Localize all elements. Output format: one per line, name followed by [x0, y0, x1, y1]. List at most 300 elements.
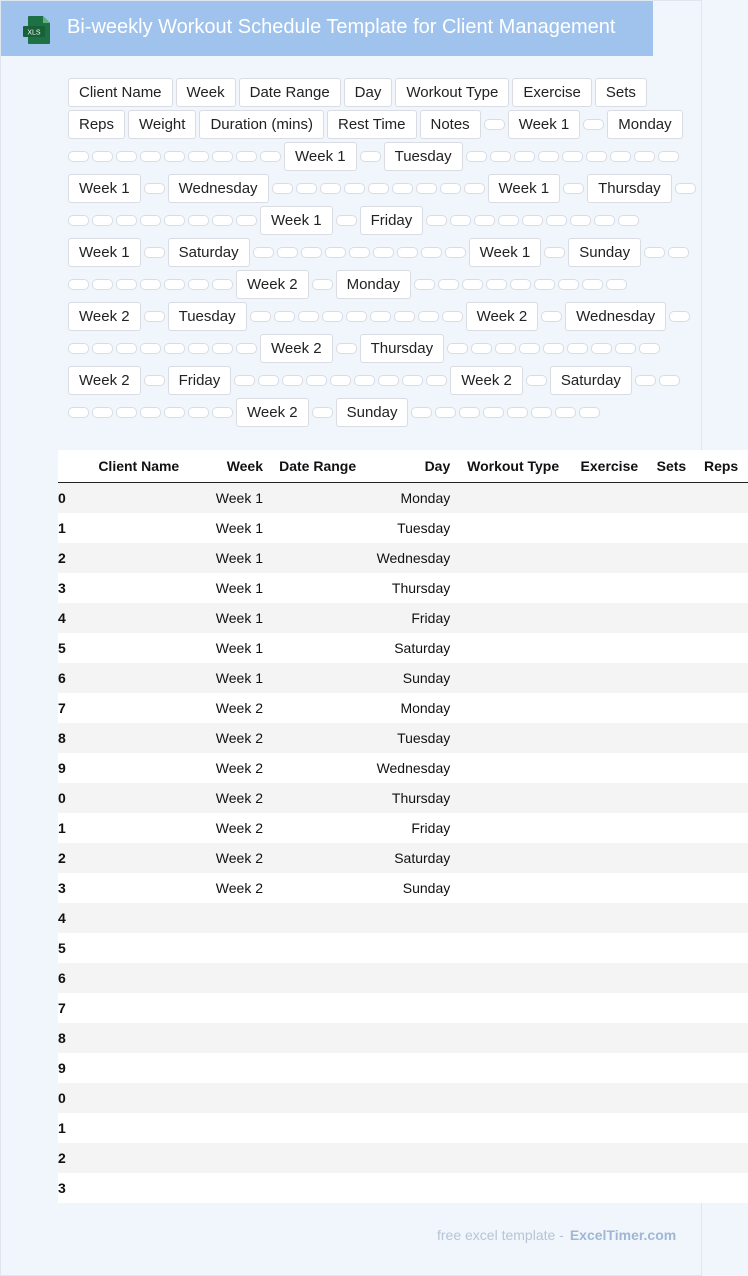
week-cell[interactable]	[185, 1023, 269, 1053]
column-header-reps[interactable]: Reps	[694, 450, 748, 483]
sets-cell[interactable]	[649, 873, 695, 903]
field-pill[interactable]: Week 1	[68, 238, 141, 267]
client-name-cell[interactable]	[75, 1173, 186, 1203]
workout-type-cell[interactable]	[456, 1023, 570, 1053]
week-cell[interactable]: Week 1	[185, 663, 269, 693]
empty-field-pill[interactable]	[498, 215, 519, 226]
empty-field-pill[interactable]	[306, 375, 327, 386]
empty-field-pill[interactable]	[594, 215, 615, 226]
day-cell[interactable]	[366, 1023, 456, 1053]
client-name-cell[interactable]	[75, 783, 186, 813]
week-cell[interactable]: Week 1	[185, 513, 269, 543]
empty-field-pill[interactable]	[582, 279, 603, 290]
sets-cell[interactable]	[649, 1023, 695, 1053]
date-range-cell[interactable]	[269, 963, 366, 993]
empty-field-pill[interactable]	[188, 279, 209, 290]
field-pill[interactable]: Week 1	[68, 174, 141, 203]
exercise-cell[interactable]	[570, 1143, 649, 1173]
exercise-cell[interactable]	[570, 813, 649, 843]
empty-field-pill[interactable]	[426, 375, 447, 386]
day-cell[interactable]: Wednesday	[366, 543, 456, 573]
empty-field-pill[interactable]	[474, 215, 495, 226]
exercise-cell[interactable]	[570, 573, 649, 603]
empty-field-pill[interactable]	[116, 151, 137, 162]
empty-field-pill[interactable]	[562, 151, 583, 162]
empty-field-pill[interactable]	[320, 183, 341, 194]
week-cell[interactable]: Week 2	[185, 843, 269, 873]
week-cell[interactable]: Week 1	[185, 483, 269, 514]
empty-field-pill[interactable]	[402, 375, 423, 386]
day-cell[interactable]: Sunday	[366, 873, 456, 903]
column-header-week[interactable]: Week	[185, 450, 269, 483]
field-pill[interactable]: Client Name	[68, 78, 173, 107]
reps-cell[interactable]	[694, 843, 748, 873]
empty-field-pill[interactable]	[634, 151, 655, 162]
empty-field-pill[interactable]	[236, 151, 257, 162]
empty-field-pill[interactable]	[610, 151, 631, 162]
date-range-cell[interactable]	[269, 1053, 366, 1083]
reps-cell[interactable]	[694, 543, 748, 573]
date-range-cell[interactable]	[269, 813, 366, 843]
client-name-cell[interactable]	[75, 543, 186, 573]
empty-field-pill[interactable]	[212, 407, 233, 418]
empty-field-pill[interactable]	[322, 311, 343, 322]
empty-field-pill[interactable]	[116, 343, 137, 354]
field-pill[interactable]: Thursday	[587, 174, 672, 203]
empty-field-pill[interactable]	[668, 247, 689, 258]
empty-field-pill[interactable]	[301, 247, 322, 258]
empty-field-pill[interactable]	[92, 343, 113, 354]
day-cell[interactable]: Saturday	[366, 843, 456, 873]
column-header-client-name[interactable]: Client Name	[75, 450, 186, 483]
empty-field-pill[interactable]	[164, 279, 185, 290]
empty-field-pill[interactable]	[644, 247, 665, 258]
exercise-cell[interactable]	[570, 1053, 649, 1083]
empty-field-pill[interactable]	[392, 183, 413, 194]
empty-field-pill[interactable]	[188, 151, 209, 162]
date-range-cell[interactable]	[269, 543, 366, 573]
empty-field-pill[interactable]	[459, 407, 480, 418]
exercise-cell[interactable]	[570, 1083, 649, 1113]
empty-field-pill[interactable]	[140, 151, 161, 162]
client-name-cell[interactable]	[75, 903, 186, 933]
field-pill[interactable]: Week 1	[469, 238, 542, 267]
day-cell[interactable]: Saturday	[366, 633, 456, 663]
workout-type-cell[interactable]	[456, 783, 570, 813]
empty-field-pill[interactable]	[212, 343, 233, 354]
reps-cell[interactable]	[694, 693, 748, 723]
sets-cell[interactable]	[649, 1083, 695, 1113]
field-pill[interactable]: Workout Type	[395, 78, 509, 107]
column-header-sets[interactable]: Sets	[649, 450, 695, 483]
empty-field-pill[interactable]	[336, 215, 357, 226]
empty-field-pill[interactable]	[522, 215, 543, 226]
week-cell[interactable]: Week 1	[185, 573, 269, 603]
exercise-cell[interactable]	[570, 1113, 649, 1143]
week-cell[interactable]: Week 1	[185, 633, 269, 663]
empty-field-pill[interactable]	[164, 151, 185, 162]
field-pill[interactable]: Week	[176, 78, 236, 107]
sets-cell[interactable]	[649, 573, 695, 603]
field-pill[interactable]: Friday	[168, 366, 232, 395]
empty-field-pill[interactable]	[116, 407, 137, 418]
day-cell[interactable]: Monday	[366, 693, 456, 723]
client-name-cell[interactable]	[75, 1143, 186, 1173]
client-name-cell[interactable]	[75, 993, 186, 1023]
field-pill[interactable]: Sunday	[568, 238, 641, 267]
empty-field-pill[interactable]	[442, 311, 463, 322]
field-pill[interactable]: Saturday	[168, 238, 250, 267]
empty-field-pill[interactable]	[277, 247, 298, 258]
field-pill[interactable]: Week 2	[68, 366, 141, 395]
date-range-cell[interactable]	[269, 483, 366, 514]
reps-cell[interactable]	[694, 933, 748, 963]
sets-cell[interactable]	[649, 783, 695, 813]
date-range-cell[interactable]	[269, 873, 366, 903]
empty-field-pill[interactable]	[164, 407, 185, 418]
workout-type-cell[interactable]	[456, 1143, 570, 1173]
workout-type-cell[interactable]	[456, 1083, 570, 1113]
empty-field-pill[interactable]	[519, 343, 540, 354]
sets-cell[interactable]	[649, 693, 695, 723]
workout-type-cell[interactable]	[456, 873, 570, 903]
workout-type-cell[interactable]	[456, 1053, 570, 1083]
reps-cell[interactable]	[694, 573, 748, 603]
day-cell[interactable]	[366, 993, 456, 1023]
week-cell[interactable]	[185, 1083, 269, 1113]
empty-field-pill[interactable]	[92, 407, 113, 418]
date-range-cell[interactable]	[269, 633, 366, 663]
empty-field-pill[interactable]	[368, 183, 389, 194]
exercise-cell[interactable]	[570, 513, 649, 543]
empty-field-pill[interactable]	[411, 407, 432, 418]
field-pill[interactable]: Day	[344, 78, 393, 107]
empty-field-pill[interactable]	[312, 279, 333, 290]
client-name-cell[interactable]	[75, 1023, 186, 1053]
empty-field-pill[interactable]	[421, 247, 442, 258]
client-name-cell[interactable]	[75, 603, 186, 633]
field-pill[interactable]: Duration (mins)	[199, 110, 324, 139]
week-cell[interactable]: Week 1	[185, 543, 269, 573]
sets-cell[interactable]	[649, 1113, 695, 1143]
empty-field-pill[interactable]	[92, 279, 113, 290]
empty-field-pill[interactable]	[68, 407, 89, 418]
column-header-date-range[interactable]: Date Range	[269, 450, 366, 483]
empty-field-pill[interactable]	[253, 247, 274, 258]
field-pill[interactable]: Week 1	[284, 142, 357, 171]
empty-field-pill[interactable]	[464, 183, 485, 194]
workout-type-cell[interactable]	[456, 663, 570, 693]
exercise-cell[interactable]	[570, 963, 649, 993]
day-cell[interactable]: Wednesday	[366, 753, 456, 783]
empty-field-pill[interactable]	[414, 279, 435, 290]
reps-cell[interactable]	[694, 783, 748, 813]
workout-type-cell[interactable]	[456, 753, 570, 783]
empty-field-pill[interactable]	[450, 215, 471, 226]
field-pill[interactable]: Monday	[607, 110, 682, 139]
field-pill[interactable]: Week 1	[508, 110, 581, 139]
week-cell[interactable]: Week 2	[185, 873, 269, 903]
empty-field-pill[interactable]	[68, 279, 89, 290]
empty-field-pill[interactable]	[144, 183, 165, 194]
empty-field-pill[interactable]	[538, 151, 559, 162]
field-pill[interactable]: Weight	[128, 110, 196, 139]
day-cell[interactable]: Monday	[366, 483, 456, 514]
week-cell[interactable]	[185, 993, 269, 1023]
field-pill[interactable]: Week 2	[236, 270, 309, 299]
sets-cell[interactable]	[649, 633, 695, 663]
week-cell[interactable]: Week 2	[185, 813, 269, 843]
empty-field-pill[interactable]	[92, 215, 113, 226]
empty-field-pill[interactable]	[440, 183, 461, 194]
empty-field-pill[interactable]	[583, 119, 604, 130]
day-cell[interactable]: Thursday	[366, 573, 456, 603]
reps-cell[interactable]	[694, 723, 748, 753]
column-header-exercise[interactable]: Exercise	[570, 450, 649, 483]
empty-field-pill[interactable]	[483, 407, 504, 418]
empty-field-pill[interactable]	[188, 407, 209, 418]
workout-type-cell[interactable]	[456, 813, 570, 843]
sets-cell[interactable]	[649, 1053, 695, 1083]
field-pill[interactable]: Rest Time	[327, 110, 417, 139]
client-name-cell[interactable]	[75, 873, 186, 903]
week-cell[interactable]	[185, 963, 269, 993]
empty-field-pill[interactable]	[397, 247, 418, 258]
reps-cell[interactable]	[694, 993, 748, 1023]
workout-type-cell[interactable]	[456, 633, 570, 663]
sets-cell[interactable]	[649, 903, 695, 933]
date-range-cell[interactable]	[269, 723, 366, 753]
reps-cell[interactable]	[694, 813, 748, 843]
exercise-cell[interactable]	[570, 843, 649, 873]
field-pill[interactable]: Wednesday	[168, 174, 269, 203]
empty-field-pill[interactable]	[394, 311, 415, 322]
empty-field-pill[interactable]	[164, 343, 185, 354]
week-cell[interactable]	[185, 903, 269, 933]
empty-field-pill[interactable]	[272, 183, 293, 194]
empty-field-pill[interactable]	[514, 151, 535, 162]
day-cell[interactable]	[366, 1083, 456, 1113]
sets-cell[interactable]	[649, 603, 695, 633]
empty-field-pill[interactable]	[534, 279, 555, 290]
date-range-cell[interactable]	[269, 663, 366, 693]
empty-field-pill[interactable]	[586, 151, 607, 162]
empty-field-pill[interactable]	[212, 279, 233, 290]
day-cell[interactable]: Sunday	[366, 663, 456, 693]
exercise-cell[interactable]	[570, 543, 649, 573]
date-range-cell[interactable]	[269, 1083, 366, 1113]
field-pill[interactable]: Thursday	[360, 334, 445, 363]
empty-field-pill[interactable]	[325, 247, 346, 258]
sets-cell[interactable]	[649, 483, 695, 514]
empty-field-pill[interactable]	[639, 343, 660, 354]
exercise-cell[interactable]	[570, 633, 649, 663]
empty-field-pill[interactable]	[510, 279, 531, 290]
sets-cell[interactable]	[649, 543, 695, 573]
reps-cell[interactable]	[694, 753, 748, 783]
week-cell[interactable]	[185, 1053, 269, 1083]
field-pill[interactable]: Week 2	[68, 302, 141, 331]
column-header-workout-type[interactable]: Workout Type	[456, 450, 570, 483]
date-range-cell[interactable]	[269, 843, 366, 873]
empty-field-pill[interactable]	[188, 215, 209, 226]
reps-cell[interactable]	[694, 633, 748, 663]
field-pill[interactable]: Tuesday	[168, 302, 247, 331]
exercise-cell[interactable]	[570, 693, 649, 723]
empty-field-pill[interactable]	[188, 343, 209, 354]
reps-cell[interactable]	[694, 483, 748, 514]
empty-field-pill[interactable]	[330, 375, 351, 386]
workout-type-cell[interactable]	[456, 843, 570, 873]
empty-field-pill[interactable]	[140, 279, 161, 290]
empty-field-pill[interactable]	[116, 279, 137, 290]
empty-field-pill[interactable]	[466, 151, 487, 162]
workout-type-cell[interactable]	[456, 933, 570, 963]
sets-cell[interactable]	[649, 963, 695, 993]
client-name-cell[interactable]	[75, 1113, 186, 1143]
client-name-cell[interactable]	[75, 483, 186, 514]
empty-field-pill[interactable]	[236, 215, 257, 226]
reps-cell[interactable]	[694, 1023, 748, 1053]
empty-field-pill[interactable]	[484, 119, 505, 130]
empty-field-pill[interactable]	[526, 375, 547, 386]
client-name-cell[interactable]	[75, 633, 186, 663]
empty-field-pill[interactable]	[312, 407, 333, 418]
reps-cell[interactable]	[694, 1143, 748, 1173]
empty-field-pill[interactable]	[546, 215, 567, 226]
empty-field-pill[interactable]	[558, 279, 579, 290]
date-range-cell[interactable]	[269, 1173, 366, 1203]
day-cell[interactable]	[366, 1143, 456, 1173]
day-cell[interactable]	[366, 903, 456, 933]
client-name-cell[interactable]	[75, 843, 186, 873]
field-pill[interactable]: Week 1	[488, 174, 561, 203]
reps-cell[interactable]	[694, 513, 748, 543]
empty-field-pill[interactable]	[618, 215, 639, 226]
empty-field-pill[interactable]	[236, 343, 257, 354]
workout-type-cell[interactable]	[456, 993, 570, 1023]
client-name-cell[interactable]	[75, 663, 186, 693]
empty-field-pill[interactable]	[579, 407, 600, 418]
field-pill[interactable]: Date Range	[239, 78, 341, 107]
empty-field-pill[interactable]	[418, 311, 439, 322]
empty-field-pill[interactable]	[68, 343, 89, 354]
day-cell[interactable]	[366, 963, 456, 993]
empty-field-pill[interactable]	[274, 311, 295, 322]
exercise-cell[interactable]	[570, 1023, 649, 1053]
week-cell[interactable]: Week 2	[185, 693, 269, 723]
footer-brand-link[interactable]: ExcelTimer.com	[569, 1227, 677, 1243]
empty-field-pill[interactable]	[669, 311, 690, 322]
date-range-cell[interactable]	[269, 1143, 366, 1173]
empty-field-pill[interactable]	[258, 375, 279, 386]
empty-field-pill[interactable]	[438, 279, 459, 290]
workout-type-cell[interactable]	[456, 543, 570, 573]
empty-field-pill[interactable]	[591, 343, 612, 354]
workout-type-cell[interactable]	[456, 693, 570, 723]
sets-cell[interactable]	[649, 753, 695, 783]
reps-cell[interactable]	[694, 963, 748, 993]
week-cell[interactable]	[185, 1113, 269, 1143]
empty-field-pill[interactable]	[490, 151, 511, 162]
empty-field-pill[interactable]	[486, 279, 507, 290]
exercise-cell[interactable]	[570, 663, 649, 693]
week-cell[interactable]: Week 1	[185, 603, 269, 633]
client-name-cell[interactable]	[75, 963, 186, 993]
field-pill[interactable]: Wednesday	[565, 302, 666, 331]
empty-field-pill[interactable]	[531, 407, 552, 418]
day-cell[interactable]	[366, 1053, 456, 1083]
empty-field-pill[interactable]	[140, 407, 161, 418]
date-range-cell[interactable]	[269, 693, 366, 723]
workout-type-cell[interactable]	[456, 1113, 570, 1143]
sets-cell[interactable]	[649, 663, 695, 693]
empty-field-pill[interactable]	[336, 343, 357, 354]
empty-field-pill[interactable]	[675, 183, 696, 194]
empty-field-pill[interactable]	[282, 375, 303, 386]
day-cell[interactable]	[366, 1173, 456, 1203]
empty-field-pill[interactable]	[144, 311, 165, 322]
workout-type-cell[interactable]	[456, 1173, 570, 1203]
empty-field-pill[interactable]	[234, 375, 255, 386]
empty-field-pill[interactable]	[212, 151, 233, 162]
day-cell[interactable]	[366, 933, 456, 963]
empty-field-pill[interactable]	[435, 407, 456, 418]
date-range-cell[interactable]	[269, 753, 366, 783]
column-header-day[interactable]: Day	[366, 450, 456, 483]
client-name-cell[interactable]	[75, 933, 186, 963]
client-name-cell[interactable]	[75, 813, 186, 843]
empty-field-pill[interactable]	[462, 279, 483, 290]
reps-cell[interactable]	[694, 873, 748, 903]
empty-field-pill[interactable]	[250, 311, 271, 322]
empty-field-pill[interactable]	[606, 279, 627, 290]
sets-cell[interactable]	[649, 723, 695, 753]
exercise-cell[interactable]	[570, 933, 649, 963]
client-name-cell[interactable]	[75, 1083, 186, 1113]
date-range-cell[interactable]	[269, 933, 366, 963]
exercise-cell[interactable]	[570, 483, 649, 514]
field-pill[interactable]: Monday	[336, 270, 411, 299]
field-pill[interactable]: Sets	[595, 78, 647, 107]
empty-field-pill[interactable]	[354, 375, 375, 386]
sets-cell[interactable]	[649, 933, 695, 963]
reps-cell[interactable]	[694, 1113, 748, 1143]
empty-field-pill[interactable]	[360, 151, 381, 162]
empty-field-pill[interactable]	[373, 247, 394, 258]
sets-cell[interactable]	[649, 813, 695, 843]
empty-field-pill[interactable]	[370, 311, 391, 322]
empty-field-pill[interactable]	[140, 215, 161, 226]
empty-field-pill[interactable]	[635, 375, 656, 386]
empty-field-pill[interactable]	[68, 151, 89, 162]
empty-field-pill[interactable]	[68, 215, 89, 226]
empty-field-pill[interactable]	[416, 183, 437, 194]
day-cell[interactable]: Tuesday	[366, 723, 456, 753]
reps-cell[interactable]	[694, 903, 748, 933]
week-cell[interactable]: Week 2	[185, 723, 269, 753]
week-cell[interactable]	[185, 1143, 269, 1173]
empty-field-pill[interactable]	[144, 247, 165, 258]
field-pill[interactable]: Tuesday	[384, 142, 463, 171]
exercise-cell[interactable]	[570, 903, 649, 933]
day-cell[interactable]: Friday	[366, 603, 456, 633]
sets-cell[interactable]	[649, 513, 695, 543]
sets-cell[interactable]	[649, 1173, 695, 1203]
empty-field-pill[interactable]	[144, 375, 165, 386]
empty-field-pill[interactable]	[346, 311, 367, 322]
client-name-cell[interactable]	[75, 753, 186, 783]
